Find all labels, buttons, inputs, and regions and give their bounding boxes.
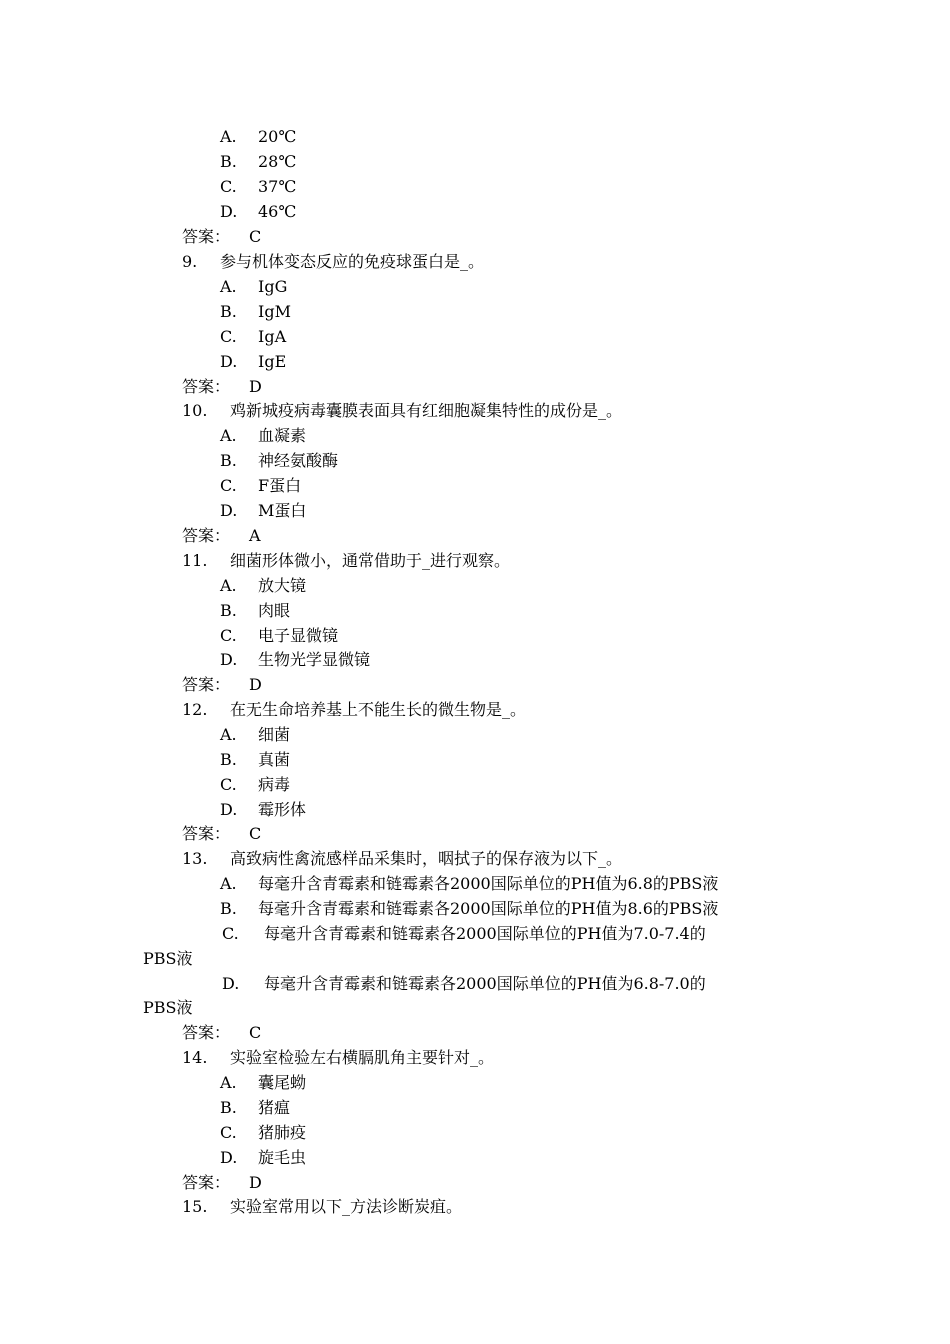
answer-label: 答案： xyxy=(182,675,231,694)
option-row xyxy=(220,275,287,299)
option-text: 肉眼 xyxy=(258,601,291,620)
answer-label: 答案： xyxy=(182,1023,231,1042)
question-row xyxy=(182,1046,494,1070)
option-label: A. xyxy=(220,874,237,893)
question-text: 参与机体变态反应的免疫球蛋白是_。 xyxy=(220,252,485,271)
option-text: 每毫升含青霉素和链霉素各2000国际单位的PH值为6.8的PBS液 xyxy=(258,874,719,893)
option-row xyxy=(220,872,718,896)
question-row xyxy=(182,549,510,573)
answer-value: C xyxy=(249,227,262,246)
option-label: C. xyxy=(220,775,237,794)
option-text: 真菌 xyxy=(258,750,291,769)
option-row xyxy=(220,175,296,199)
answer-row xyxy=(182,1021,261,1045)
question-number: 14. xyxy=(182,1048,208,1067)
option-row xyxy=(220,300,291,324)
option-label: B. xyxy=(220,451,237,470)
question-text: 在无生命培养基上不能生长的微生物是_。 xyxy=(230,700,527,719)
option-row xyxy=(220,748,290,772)
option-row xyxy=(222,972,706,996)
option-row xyxy=(220,773,290,797)
option-text: 细菌 xyxy=(258,725,291,744)
option-row xyxy=(220,200,296,224)
answer-label: 答案： xyxy=(182,526,231,545)
option-row xyxy=(220,897,718,921)
option-label: A. xyxy=(220,725,237,744)
option-label: D. xyxy=(222,974,240,993)
answer-label: 答案： xyxy=(182,377,231,396)
option-row xyxy=(220,624,338,648)
question-text: 实验室常用以下_方法诊断炭疽。 xyxy=(230,1197,463,1216)
option-row xyxy=(220,648,370,672)
option-row xyxy=(220,798,306,822)
answer-row xyxy=(182,225,261,249)
option-label: A. xyxy=(220,576,237,595)
option-text: 每毫升含青霉素和链霉素各2000国际单位的PH值为6.8-7.0的 xyxy=(264,974,706,993)
option-row xyxy=(220,1146,306,1170)
answer-value: C xyxy=(249,824,262,843)
question-row xyxy=(182,250,484,274)
question-text: 实验室检验左右横膈肌角主要针对_。 xyxy=(230,1048,495,1067)
option-continuation: PBS液 xyxy=(143,949,193,968)
option-row xyxy=(220,424,306,448)
question-row xyxy=(182,399,622,423)
option-row xyxy=(222,922,706,946)
option-continuation: PBS液 xyxy=(143,998,193,1017)
option-label: B. xyxy=(220,302,237,321)
option-text: 放大镜 xyxy=(258,576,307,595)
answer-value: A xyxy=(249,526,261,545)
option-label: A. xyxy=(220,277,237,296)
question-row xyxy=(182,698,526,722)
option-text: IgM xyxy=(258,302,291,321)
option-label: C. xyxy=(222,924,239,943)
option-label: B. xyxy=(220,1098,237,1117)
option-label: D. xyxy=(220,202,238,221)
option-text: 血凝素 xyxy=(258,426,307,445)
question-text: 细菌形体微小，通常借助于_进行观察。 xyxy=(230,551,511,570)
option-text: 病毒 xyxy=(258,775,291,794)
option-row xyxy=(220,723,290,747)
question-row xyxy=(182,847,622,871)
answer-row xyxy=(182,673,262,697)
answer-value: D xyxy=(249,675,262,694)
question-number: 12. xyxy=(182,700,208,719)
option-row xyxy=(220,1096,290,1120)
option-label: D. xyxy=(220,1148,238,1167)
option-row xyxy=(220,1071,306,1095)
option-text: 每毫升含青霉素和链霉素各2000国际单位的PH值为7.0-7.4的 xyxy=(264,924,706,943)
option-row xyxy=(220,474,301,498)
option-label: C. xyxy=(220,327,237,346)
question-number: 13. xyxy=(182,849,208,868)
question-number: 15. xyxy=(182,1197,208,1216)
option-row xyxy=(220,574,306,598)
option-text: 囊尾蚴 xyxy=(258,1073,307,1092)
option-text: 旋毛虫 xyxy=(258,1148,307,1167)
answer-row xyxy=(182,375,262,399)
option-label: C. xyxy=(220,626,237,645)
option-row xyxy=(220,499,306,523)
option-label: C. xyxy=(220,476,237,495)
option-text: IgA xyxy=(258,327,287,346)
option-text: IgG xyxy=(258,277,288,296)
option-text: IgE xyxy=(258,352,287,371)
option-label: B. xyxy=(220,601,237,620)
option-label: C. xyxy=(220,177,237,196)
question-number: 9. xyxy=(182,252,198,271)
option-row xyxy=(220,1121,306,1145)
answer-row xyxy=(182,822,261,846)
question-number: 11. xyxy=(182,551,208,570)
option-label: B. xyxy=(220,152,237,171)
option-label: D. xyxy=(220,650,238,669)
answer-row xyxy=(182,524,261,548)
option-label: C. xyxy=(220,1123,237,1142)
answer-label: 答案： xyxy=(182,824,231,843)
question-text: 鸡新城疫病毒囊膜表面具有红细胞凝集特性的成份是_。 xyxy=(230,401,623,420)
option-text: 37℃ xyxy=(258,177,297,196)
option-row xyxy=(220,125,296,149)
option-row xyxy=(220,449,338,473)
question-text: 高致病性禽流感样品采集时，咽拭子的保存液为以下_。 xyxy=(230,849,623,868)
option-text: M蛋白 xyxy=(258,501,307,520)
option-text: 46℃ xyxy=(258,202,297,221)
option-row xyxy=(220,350,286,374)
option-text: 神经氨酸酶 xyxy=(258,451,339,470)
option-label: A. xyxy=(220,426,237,445)
option-label: D. xyxy=(220,800,238,819)
option-label: D. xyxy=(220,352,238,371)
answer-value: D xyxy=(249,377,262,396)
answer-label: 答案： xyxy=(182,1173,231,1192)
option-text: F蛋白 xyxy=(258,476,302,495)
option-text: 猪肺疫 xyxy=(258,1123,307,1142)
option-label: A. xyxy=(220,1073,237,1092)
question-number: 10. xyxy=(182,401,208,420)
answer-value: C xyxy=(249,1023,262,1042)
option-text: 28℃ xyxy=(258,152,297,171)
option-row xyxy=(220,599,290,623)
option-text: 霉形体 xyxy=(258,800,307,819)
option-label: B. xyxy=(220,750,237,769)
answer-label: 答案： xyxy=(182,227,231,246)
answer-value: D xyxy=(249,1173,262,1192)
question-row xyxy=(182,1195,462,1219)
option-row xyxy=(220,325,286,349)
option-label: B. xyxy=(220,899,237,918)
option-text: 猪瘟 xyxy=(258,1098,291,1117)
option-text: 电子显微镜 xyxy=(258,626,339,645)
option-text: 生物光学显微镜 xyxy=(258,650,371,669)
option-label: D. xyxy=(220,501,238,520)
option-text: 每毫升含青霉素和链霉素各2000国际单位的PH值为8.6的PBS液 xyxy=(258,899,719,918)
option-row xyxy=(220,150,296,174)
option-label: A. xyxy=(220,127,237,146)
answer-row xyxy=(182,1171,262,1195)
option-text: 20℃ xyxy=(258,127,297,146)
